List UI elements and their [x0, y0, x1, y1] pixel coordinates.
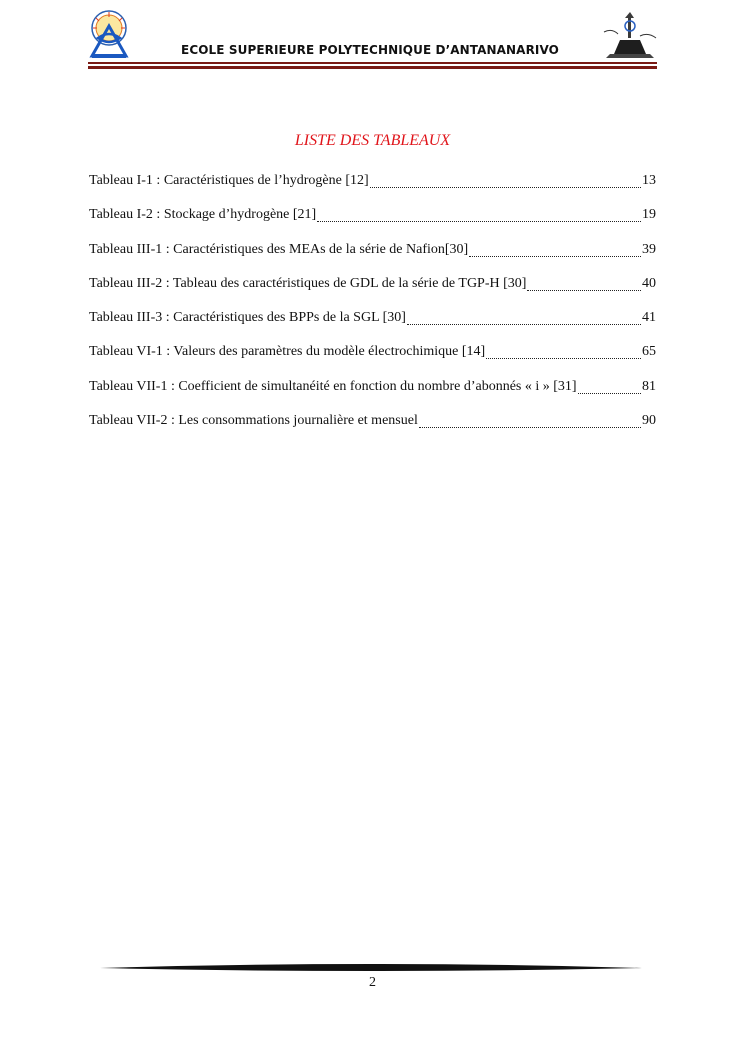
- entry-label: Tableau III-2 : Tableau des caractéristiques de GDL de la série de TGP-H [30]: [89, 275, 527, 291]
- entry-page: 13: [642, 173, 656, 188]
- page-title: LISTE DES TABLEAUX: [294, 132, 451, 149]
- dot-leader: [317, 221, 641, 222]
- dot-leader: [578, 393, 641, 394]
- entry-label: Tableau VII-1 : Coefficient de simultanéité en fonction du nombre d’abonnés « i » [31]: [89, 378, 577, 394]
- dot-leader: [419, 427, 641, 428]
- department-logo-icon: [600, 8, 658, 62]
- entry-page: 39: [642, 241, 656, 257]
- header-rule: [88, 62, 657, 64]
- list-item[interactable]: [89, 413, 656, 433]
- school-logo-icon: [84, 8, 134, 60]
- list-item[interactable]: [89, 379, 656, 399]
- entry-label: Tableau III-3 : Caractéristiques des BPPs de la SGL [30]: [89, 310, 406, 326]
- page-number: 2: [369, 975, 376, 990]
- entry-page: 81: [642, 378, 656, 394]
- list-item[interactable]: [89, 173, 656, 193]
- list-item[interactable]: [89, 207, 656, 227]
- footer-rule: [100, 962, 642, 974]
- entry-page: 19: [642, 207, 656, 223]
- list-item[interactable]: [89, 310, 656, 330]
- dot-leader: [407, 324, 641, 325]
- entry-page: 90: [642, 413, 656, 429]
- list-item[interactable]: [89, 242, 656, 262]
- header-title: ECOLE SUPERIEURE POLYTECHNIQUE D’ANTANANARIVO: [181, 43, 559, 57]
- dot-leader: [486, 358, 641, 359]
- list-item[interactable]: [89, 344, 656, 364]
- entry-page: 40: [642, 275, 656, 291]
- page-header: [0, 0, 745, 80]
- entry-label: Tableau VI-1 : Valeurs des paramètres du modèle électrochimique [14]: [89, 344, 486, 360]
- entry-page: 41: [642, 310, 656, 326]
- dot-leader: [370, 187, 641, 188]
- list-item[interactable]: [89, 276, 656, 296]
- table-list: [89, 173, 656, 447]
- header-rule-thick: [88, 66, 657, 69]
- entry-label: Tableau I-1 : Caractéristiques de l’hydrogène [12]: [89, 173, 369, 188]
- entry-page: 65: [642, 344, 656, 360]
- dot-leader: [527, 290, 641, 291]
- dot-leader: [469, 256, 641, 257]
- entry-label: Tableau I-2 : Stockage d’hydrogène [21]: [89, 207, 317, 223]
- entry-label: Tableau III-1 : Caractéristiques des MEAs de la série de Nafion[30]: [89, 241, 469, 257]
- entry-label: Tableau VII-2 : Les consommations journalière et mensuel: [89, 413, 418, 429]
